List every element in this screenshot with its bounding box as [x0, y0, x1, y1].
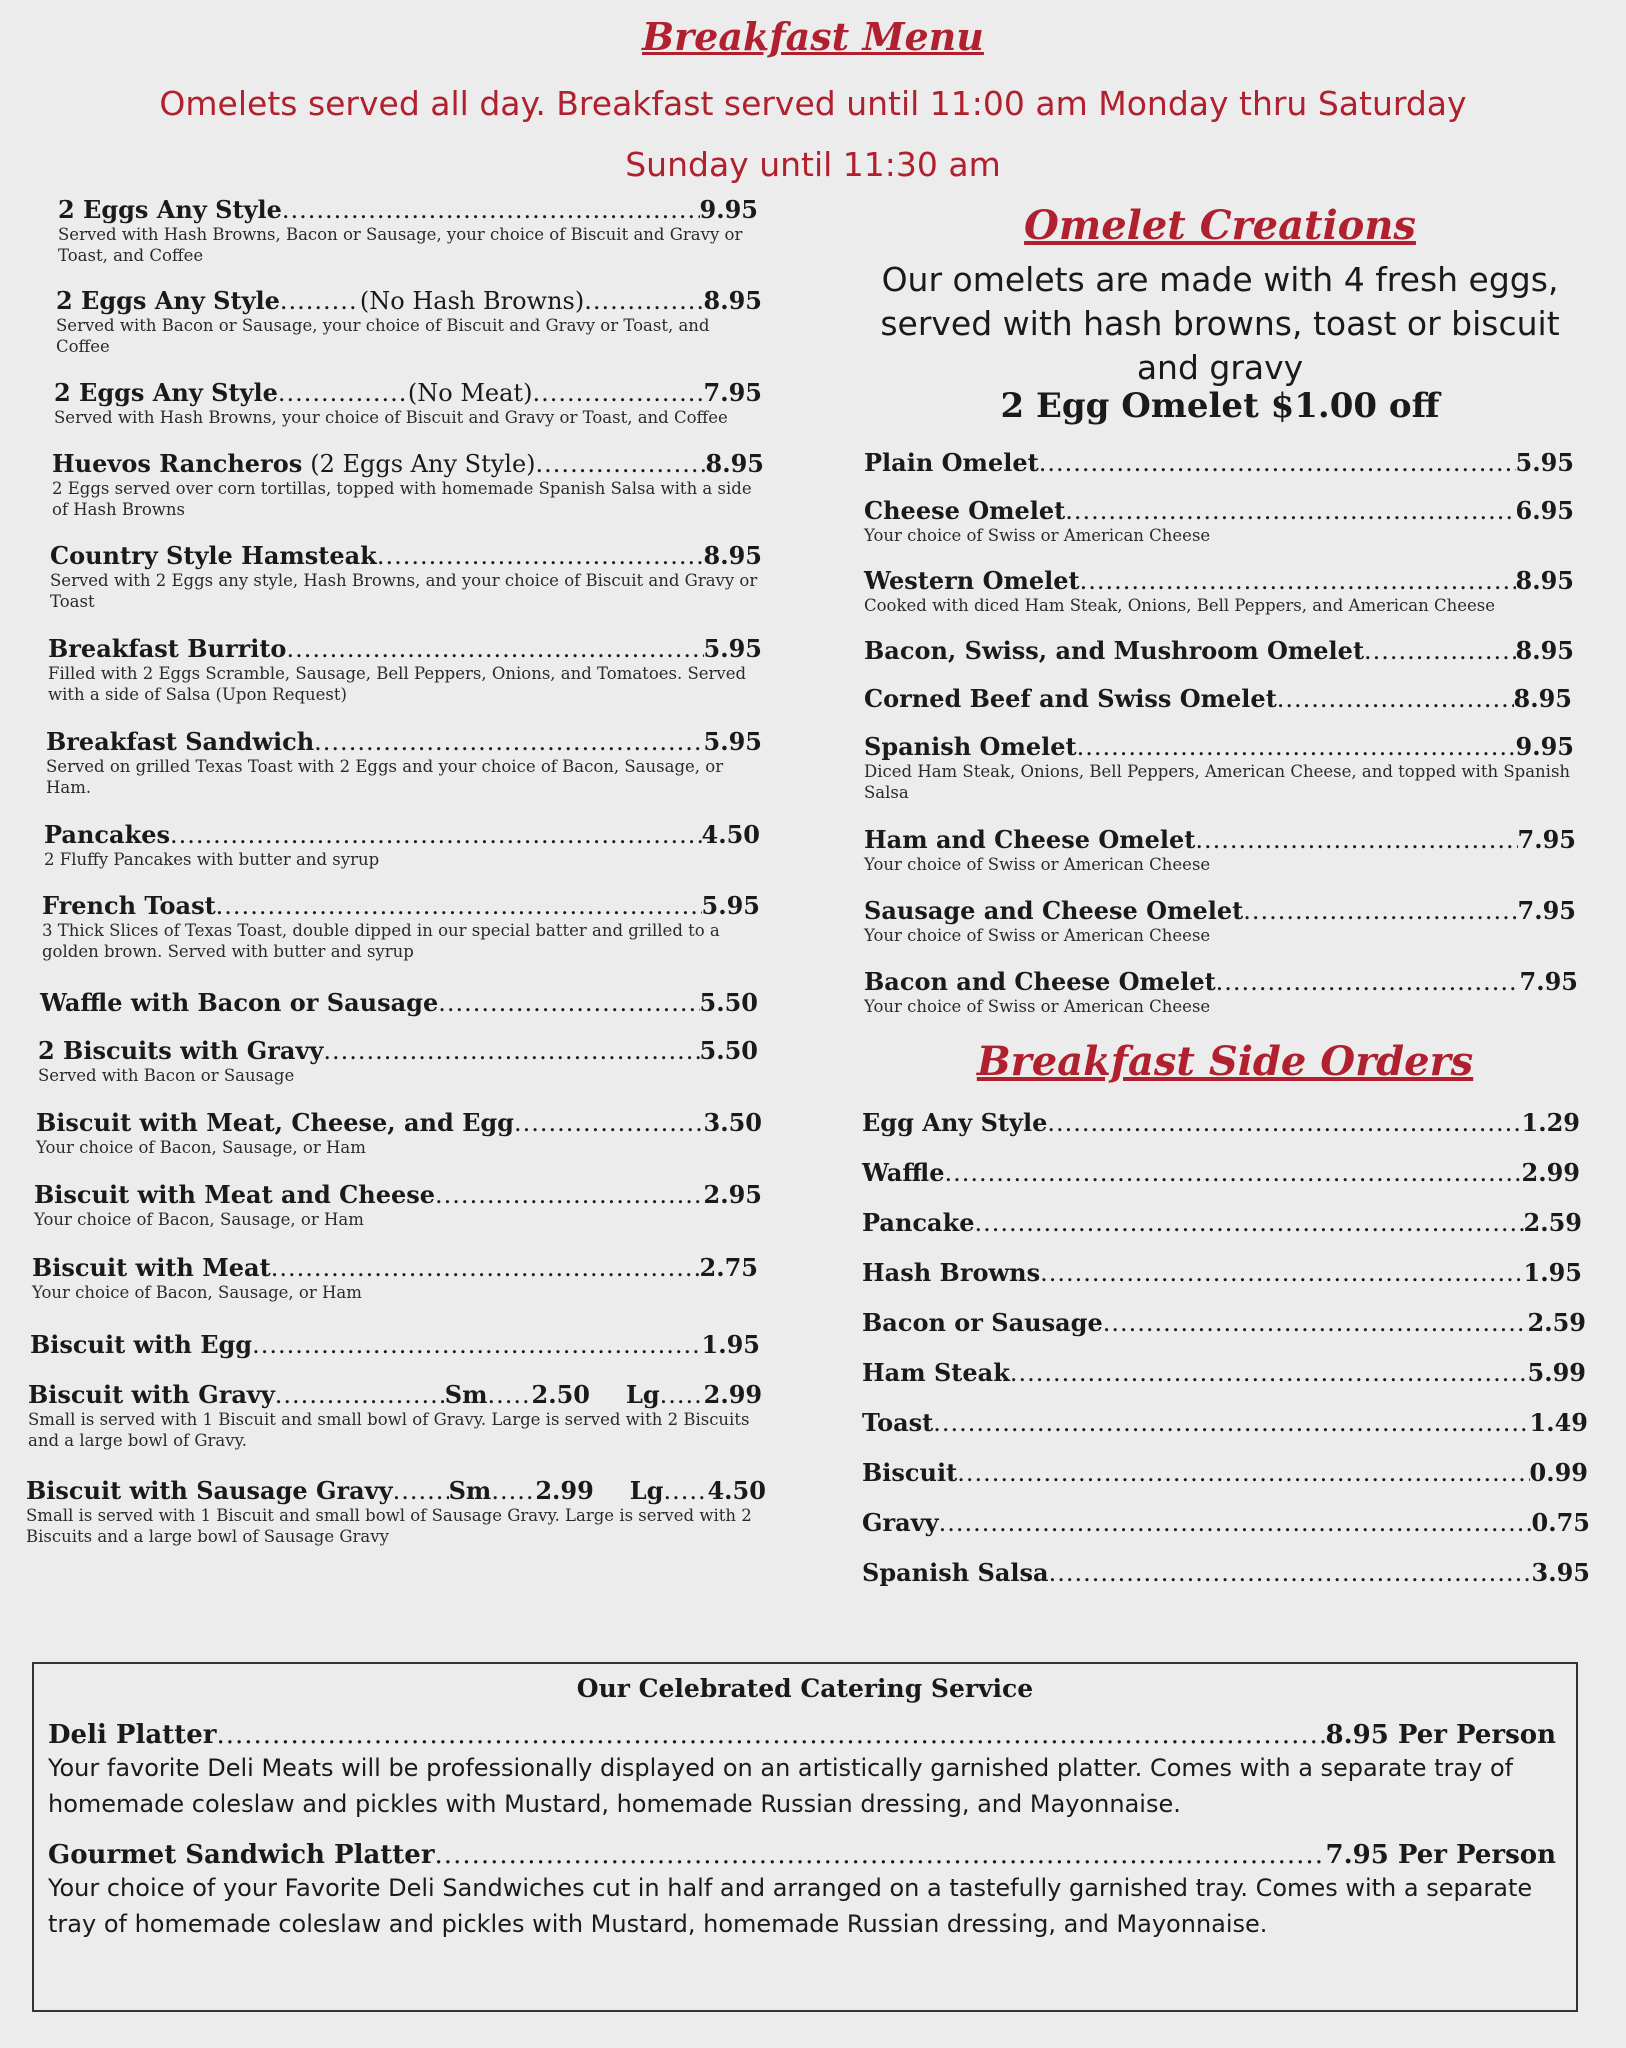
item-price: 8.95 — [1515, 566, 1574, 595]
item-price: 6.95 — [1515, 496, 1574, 525]
item-description: Served on grilled Texas Toast with 2 Eggs and your choice of Bacon, Sausage, or Ham. — [46, 757, 724, 797]
menu-item — [864, 636, 1574, 665]
item-name: Ham and Cheese Omelet — [864, 825, 1196, 854]
side-item — [862, 1458, 1588, 1487]
menu-item — [32, 1253, 758, 1303]
item-description: Your choice of Swiss or American Cheese — [864, 997, 1211, 1016]
item-price: 8.95 — [1513, 684, 1572, 713]
large-label: Lg — [629, 1476, 664, 1505]
item-name: Cheese Omelet — [864, 496, 1066, 525]
menu-item — [44, 820, 760, 870]
catering-item — [48, 1840, 1556, 1942]
large-price: 4.50 — [707, 1476, 766, 1505]
menu-item — [38, 1036, 758, 1086]
side-item — [862, 1158, 1580, 1187]
hours-line-1: Omelets served all day. Breakfast served until 11:00 am Monday thru Saturday — [159, 84, 1467, 123]
menu-item — [50, 541, 762, 612]
item-price: 1.95 — [701, 1330, 760, 1359]
menu-item — [864, 732, 1574, 803]
item-name: Western Omelet — [864, 566, 1080, 595]
item-name: Breakfast Sandwich — [46, 727, 315, 756]
omelet-intro: Our omelets are made with 4 fresh eggs, served with hash browns, toast or biscuit and gravy — [880, 260, 1560, 387]
item-name: 2 Eggs Any Style — [54, 378, 278, 407]
item-price: 3.50 — [703, 1108, 762, 1137]
menu-item-sized — [28, 1380, 763, 1451]
item-name: Bacon and Cheese Omelet — [864, 967, 1216, 996]
item-name: Sausage and Cheese Omelet — [864, 896, 1244, 925]
item-name: Deli Platter — [48, 1720, 217, 1750]
item-name: Gravy — [862, 1508, 939, 1537]
small-label: Sm — [448, 1476, 492, 1505]
menu-item — [30, 1330, 760, 1359]
omelet-section-title: Omelet Creations — [1024, 202, 1416, 249]
item-name: Breakfast Burrito — [48, 634, 287, 663]
menu-item — [864, 825, 1576, 875]
item-price: 8.95 — [1515, 636, 1574, 665]
hours-line-2: Sunday until 11:30 am — [625, 145, 1001, 184]
item-name: Plain Omelet — [864, 448, 1039, 477]
item-price: 2.95 — [703, 1180, 762, 1209]
item-note: (No Meat) — [407, 379, 533, 407]
item-name: Country Style Hamsteak — [50, 541, 377, 570]
item-name: Huevos Rancheros — [52, 449, 303, 478]
item-name: Corned Beef and Swiss Omelet — [864, 684, 1277, 713]
item-price: 2.59 — [1527, 1308, 1586, 1337]
item-description: Your choice of Bacon, Sausage, or Ham — [34, 1210, 364, 1229]
item-description: Served with Bacon or Sausage — [38, 1066, 295, 1085]
item-note: (No Hash Browns) — [359, 287, 585, 315]
item-description: Cooked with diced Ham Steak, Onions, Bell Peppers, and American Cheese — [864, 596, 1495, 615]
menu-item — [56, 286, 762, 357]
menu-item — [58, 195, 758, 266]
item-name: 2 Eggs Any Style — [56, 286, 280, 315]
item-price: 7.95 — [1517, 896, 1576, 925]
item-price: 7.95 — [703, 378, 762, 407]
item-price: 2.75 — [699, 1253, 758, 1282]
item-name: Waffle with Bacon or Sausage — [40, 988, 439, 1017]
item-name: Egg Any Style — [862, 1108, 1048, 1137]
side-item — [862, 1508, 1590, 1537]
item-name: Gourmet Sandwich Platter — [48, 1840, 435, 1870]
item-description: Filled with 2 Eggs Scramble, Sausage, Bell Peppers, Onions, and Tomatoes. Served with a side of Salsa (Upon Request) — [48, 664, 747, 704]
menu-item — [864, 566, 1574, 616]
item-description: Small is served with 1 Biscuit and small bowl of Sausage Gravy. Large is served with 2 Biscuits and a large bowl of Sausage Gravy — [26, 1506, 752, 1546]
item-price: 1.95 — [1523, 1258, 1582, 1287]
item-description: Your choice of Swiss or American Cheese — [864, 926, 1211, 945]
item-price: 0.99 — [1529, 1458, 1588, 1487]
item-name: Bacon or Sausage — [862, 1308, 1103, 1337]
item-price: 8.95 — [703, 286, 762, 315]
item-description: Served with Bacon or Sausage, your choice of Biscuit and Gravy or Toast, and Coffee — [56, 316, 710, 356]
item-price: 4.50 — [701, 820, 760, 849]
menu-item — [52, 449, 764, 520]
item-description: Served with 2 Eggs any style, Hash Browns, and your choice of Biscuit and Gravy or Toast — [50, 571, 758, 611]
side-item — [862, 1408, 1588, 1437]
item-name: Hash Browns — [862, 1258, 1041, 1287]
item-price: 1.29 — [1521, 1108, 1580, 1137]
item-name: Biscuit with Gravy — [28, 1380, 275, 1409]
menu-item — [48, 634, 762, 705]
catering-title: Our Celebrated Catering Service — [576, 1674, 1034, 1703]
menu-item — [864, 448, 1574, 477]
large-label: Lg — [625, 1380, 660, 1409]
menu-item — [864, 684, 1572, 713]
item-price: 8.95 — [705, 449, 764, 478]
item-price: 5.95 — [1515, 448, 1574, 477]
large-price: 2.99 — [703, 1380, 763, 1409]
item-price: 9.95 — [1515, 732, 1574, 761]
item-price: 5.95 — [703, 727, 762, 756]
side-item — [862, 1358, 1586, 1387]
item-description: Diced Ham Steak, Onions, Bell Peppers, American Cheese, and topped with Spanish Salsa — [864, 762, 1571, 802]
item-name: Ham Steak — [862, 1358, 1010, 1387]
omelet-discount: 2 Egg Omelet $1.00 off — [1000, 386, 1440, 426]
item-price: 5.95 — [701, 891, 760, 920]
menu-item — [864, 496, 1574, 546]
menu-item — [54, 378, 762, 428]
menu-item — [46, 727, 762, 798]
item-name: 2 Eggs Any Style — [58, 195, 282, 224]
menu-item — [864, 967, 1578, 1017]
item-price: 5.50 — [699, 988, 758, 1017]
catering-box — [32, 1662, 1578, 2012]
item-description: Your choice of Swiss or American Cheese — [864, 855, 1211, 874]
item-name: 2 Biscuits with Gravy — [38, 1036, 324, 1065]
side-item — [862, 1108, 1580, 1137]
menu-item-sized — [26, 1476, 766, 1547]
item-price: 8.95 — [703, 541, 762, 570]
small-label: Sm — [444, 1380, 488, 1409]
menu-item — [36, 1108, 762, 1158]
item-name: Spanish Omelet — [864, 732, 1077, 761]
menu-title: Breakfast Menu — [642, 14, 984, 59]
menu-item — [864, 896, 1576, 946]
item-description: Your choice of your Favorite Deli Sandwiches cut in half and arranged on a tastefully garnished tray. Comes with a separate tray of homemade coleslaw and pickles with Mustard, homemade Russian dressing, and Mayonnaise. — [48, 1874, 1533, 1938]
item-description: 3 Thick Slices of Texas Toast, double dipped in our special batter and grilled to a golden brown. Served with butter and syrup — [42, 921, 720, 961]
item-description: Your choice of Bacon, Sausage, or Ham — [32, 1283, 362, 1302]
item-price: 7.95 — [1517, 825, 1576, 854]
item-name: French Toast — [42, 891, 216, 920]
item-note: (2 Eggs Any Style) — [310, 450, 536, 478]
item-description: Small is served with 1 Biscuit and small bowl of Gravy. Large is served with 2 Biscuits and a large bowl of Gravy. — [28, 1410, 750, 1450]
item-name: Waffle — [862, 1158, 945, 1187]
item-description: Your choice of Bacon, Sausage, or Ham — [36, 1138, 366, 1157]
item-name: Biscuit with Meat, Cheese, and Egg — [36, 1108, 514, 1137]
item-price: 0.75 — [1531, 1508, 1590, 1537]
item-price: 2.99 — [1521, 1158, 1580, 1187]
catering-item — [48, 1720, 1556, 1822]
sides-section-title: Breakfast Side Orders — [976, 1038, 1474, 1085]
side-item — [862, 1558, 1590, 1587]
item-price: 5.50 — [699, 1036, 758, 1065]
item-name: Biscuit with Egg — [30, 1330, 253, 1359]
item-name: Biscuit — [862, 1458, 958, 1487]
item-name: Biscuit with Meat — [32, 1253, 271, 1282]
item-price: 3.95 — [1531, 1558, 1590, 1587]
item-price: 2.59 — [1523, 1208, 1582, 1237]
item-price: 5.95 — [703, 634, 762, 663]
small-price: 2.50 — [531, 1380, 590, 1409]
item-name: Pancakes — [44, 820, 170, 849]
item-name: Biscuit with Sausage Gravy — [26, 1476, 393, 1505]
item-name: Spanish Salsa — [862, 1558, 1049, 1587]
item-description: Served with Hash Browns, Bacon or Sausage, your choice of Biscuit and Gravy or Toast, and Coffee — [58, 225, 743, 265]
side-item — [862, 1258, 1582, 1287]
item-price: 7.95 Per Person — [1325, 1840, 1556, 1870]
side-item — [862, 1308, 1586, 1337]
side-item — [862, 1208, 1582, 1237]
menu-item — [34, 1180, 762, 1230]
item-price: 5.99 — [1527, 1358, 1586, 1387]
item-price: 1.49 — [1529, 1408, 1588, 1437]
item-price: 9.95 — [699, 195, 758, 224]
item-name: Biscuit with Meat and Cheese — [34, 1180, 436, 1209]
menu-item — [40, 988, 758, 1017]
small-price: 2.99 — [535, 1476, 594, 1505]
item-description: Served with Hash Browns, your choice of Biscuit and Gravy or Toast, and Coffee — [54, 408, 728, 427]
item-price: 7.95 — [1519, 967, 1578, 996]
menu-item — [42, 891, 760, 962]
item-name: Bacon, Swiss, and Mushroom Omelet — [864, 636, 1365, 665]
item-description: Your choice of Swiss or American Cheese — [864, 526, 1211, 545]
item-description: Your favorite Deli Meats will be professionally displayed on an artistically garnished platter. Comes with a separate tray of homemade coleslaw and pickles with Mustard, homemade Russian dressing, and Mayonnaise. — [48, 1754, 1514, 1818]
item-description: 2 Fluffy Pancakes with butter and syrup — [44, 850, 380, 869]
item-name: Toast — [862, 1408, 934, 1437]
item-description: 2 Eggs served over corn tortillas, topped with homemade Spanish Salsa with a side of Hash Browns — [52, 479, 752, 519]
item-price: 8.95 Per Person — [1325, 1720, 1556, 1750]
item-name: Pancake — [862, 1208, 975, 1237]
